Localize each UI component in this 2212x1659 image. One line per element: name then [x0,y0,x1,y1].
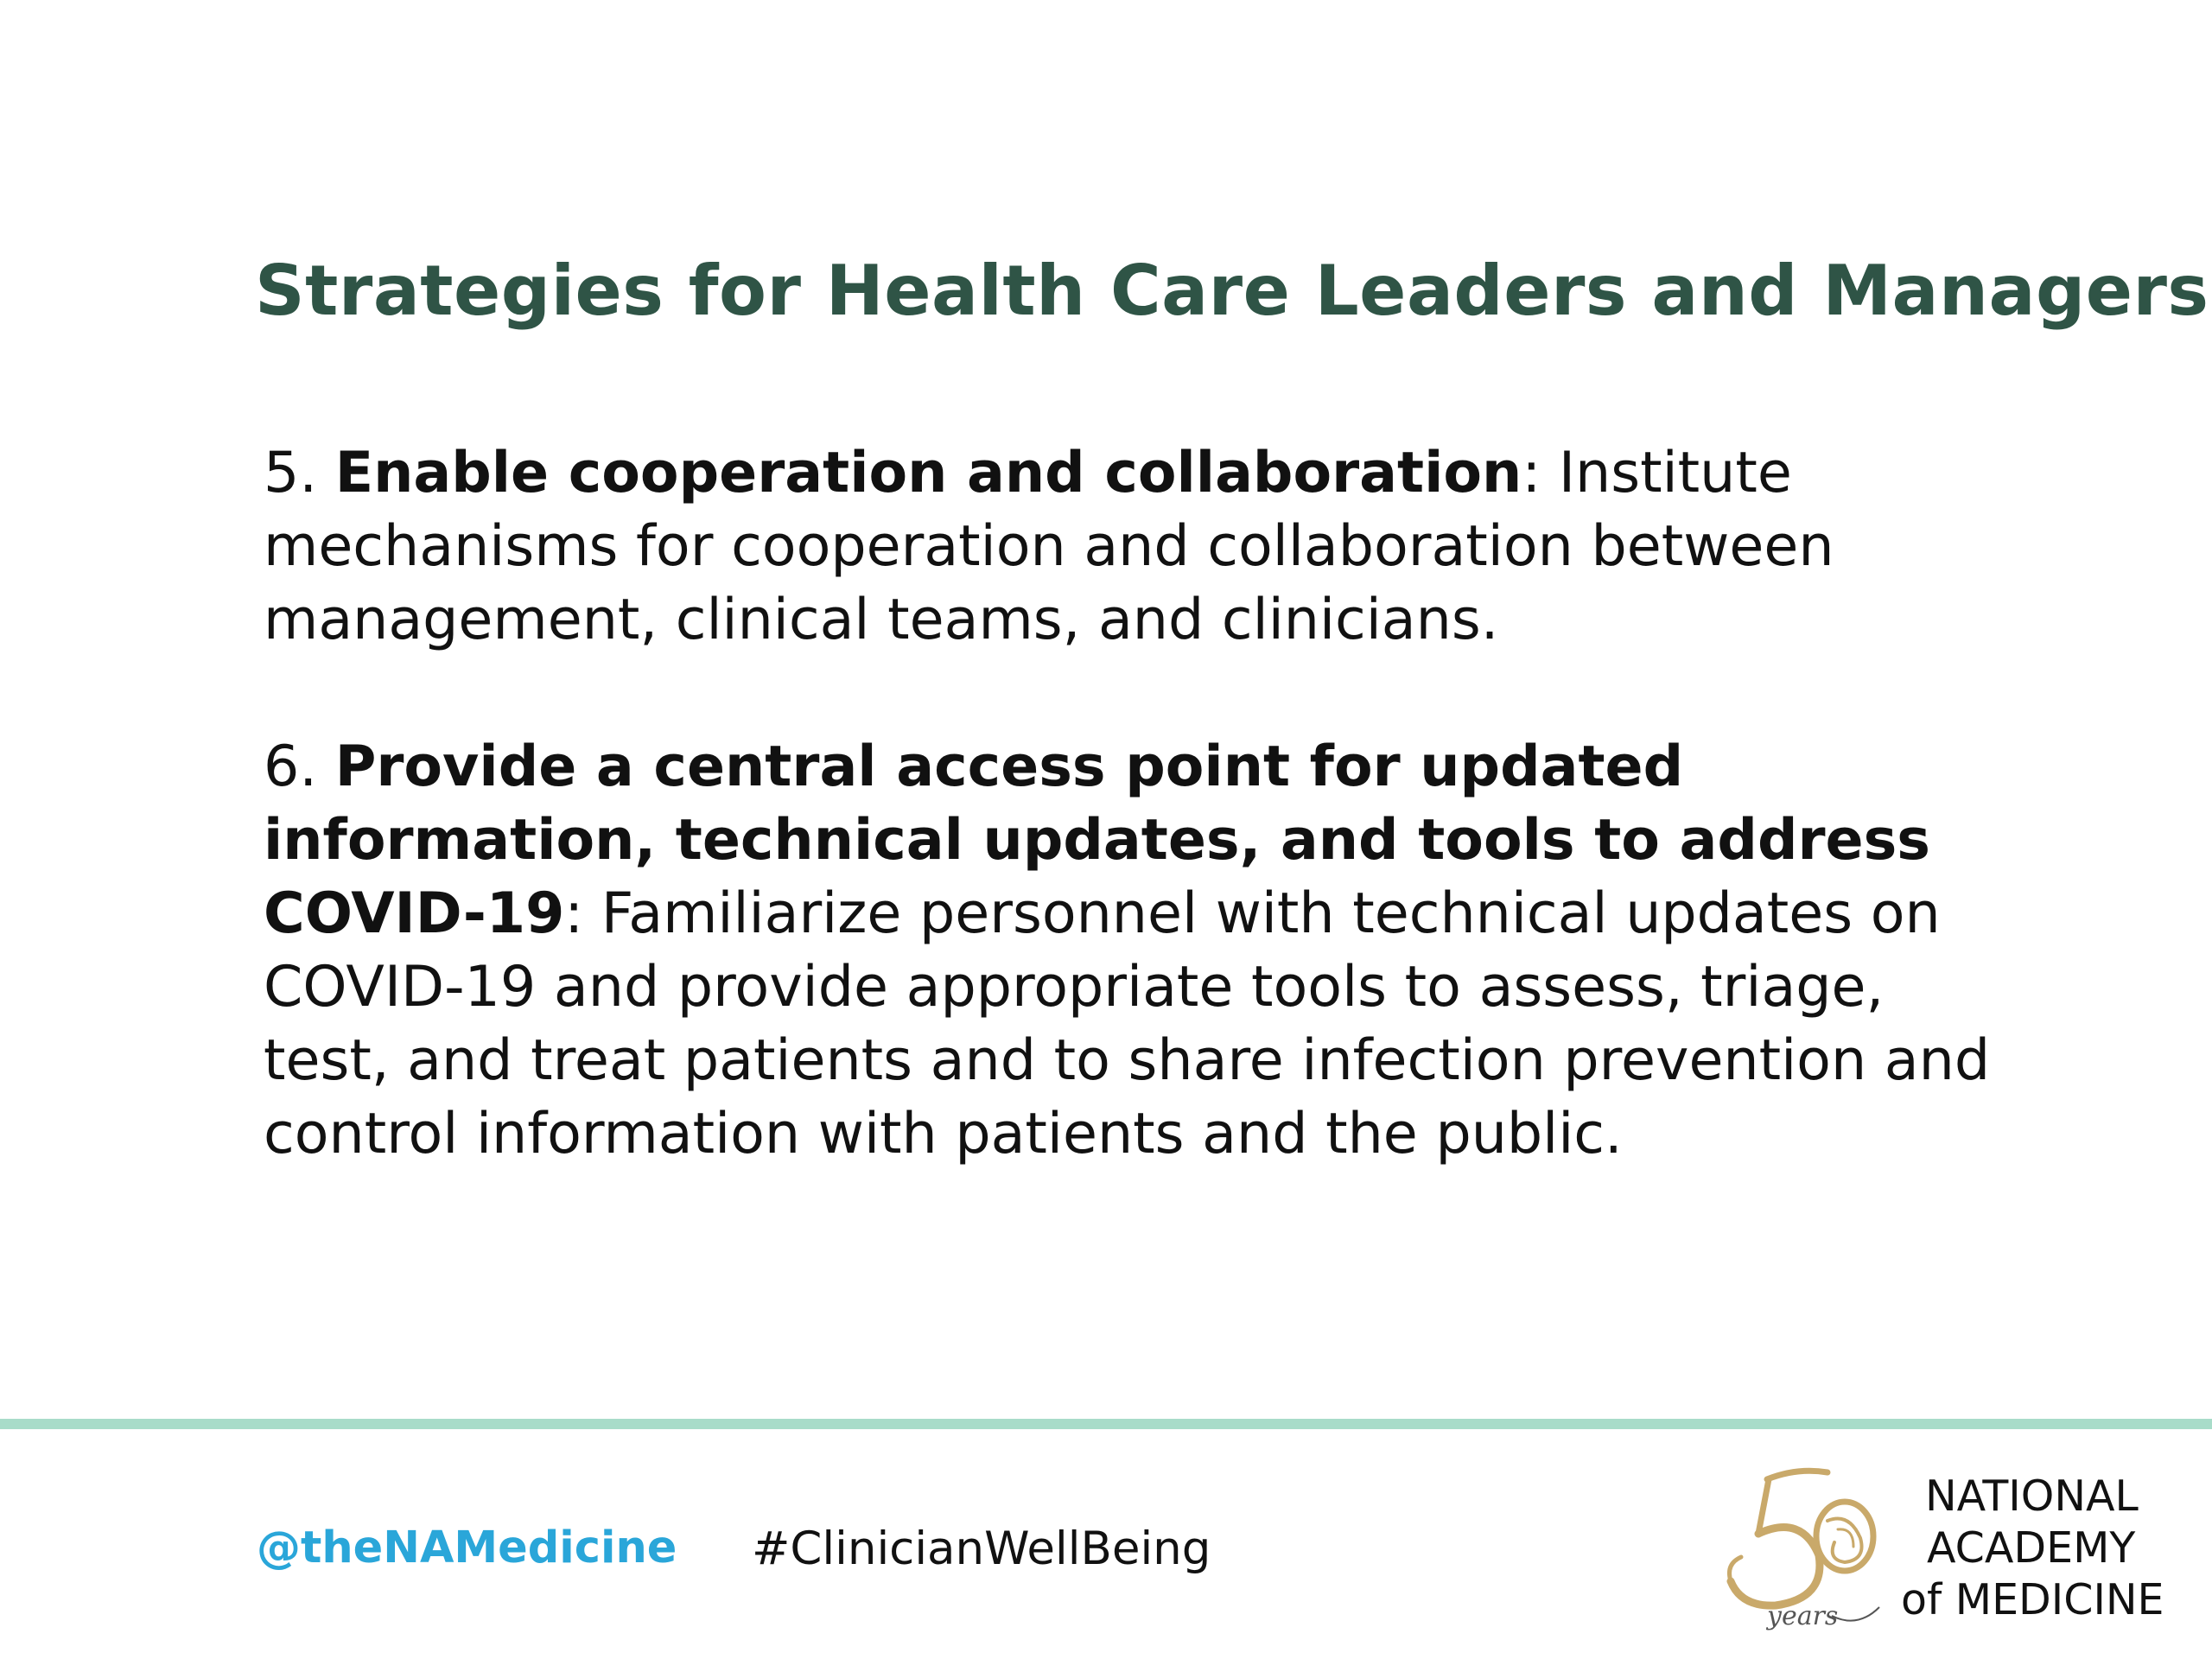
slide-title: Strategies for Health Care Leaders and Managers [255,251,2209,331]
anniversary-50-years-logo-icon [1707,1460,1897,1633]
logo-line-of-medicine: of MEDICINE [1901,1575,2164,1624]
footer-divider [0,1419,2212,1429]
logo-line-national: NATIONAL [1925,1471,2139,1521]
strategy-item-6 [264,730,2018,1171]
item-heading: Provide a central access point for updated information, technical updates, and tools to address COVID-19 [264,734,1930,946]
item-separator: : [1522,441,1559,505]
hashtag: #ClinicianWellBeing [752,1522,1211,1575]
strategy-item-5 [264,436,2018,657]
nam-logo-text [1901,1471,2164,1626]
item-text: Institute mechanisms for cooperation and collaboration between management, clinical teams, and clinicians. [264,441,1834,652]
anniversary-word: years [1767,1601,1839,1631]
item-text: Familiarize personnel with technical updates on COVID-19 and provide appropriate tools to assess, triage, test, and treat patients and to share infection prevention and control information with patients and the public. [264,881,1991,1166]
twitter-handle: @theNAMedicine [257,1522,677,1573]
slide-body [264,436,2018,1171]
item-heading: Enable cooperation and collaboration [334,441,1522,505]
item-number: 6. [264,734,335,799]
logo-line-academy: ACADEMY [1927,1523,2136,1573]
item-number: 5. [264,441,335,505]
item-separator: : [564,881,601,946]
